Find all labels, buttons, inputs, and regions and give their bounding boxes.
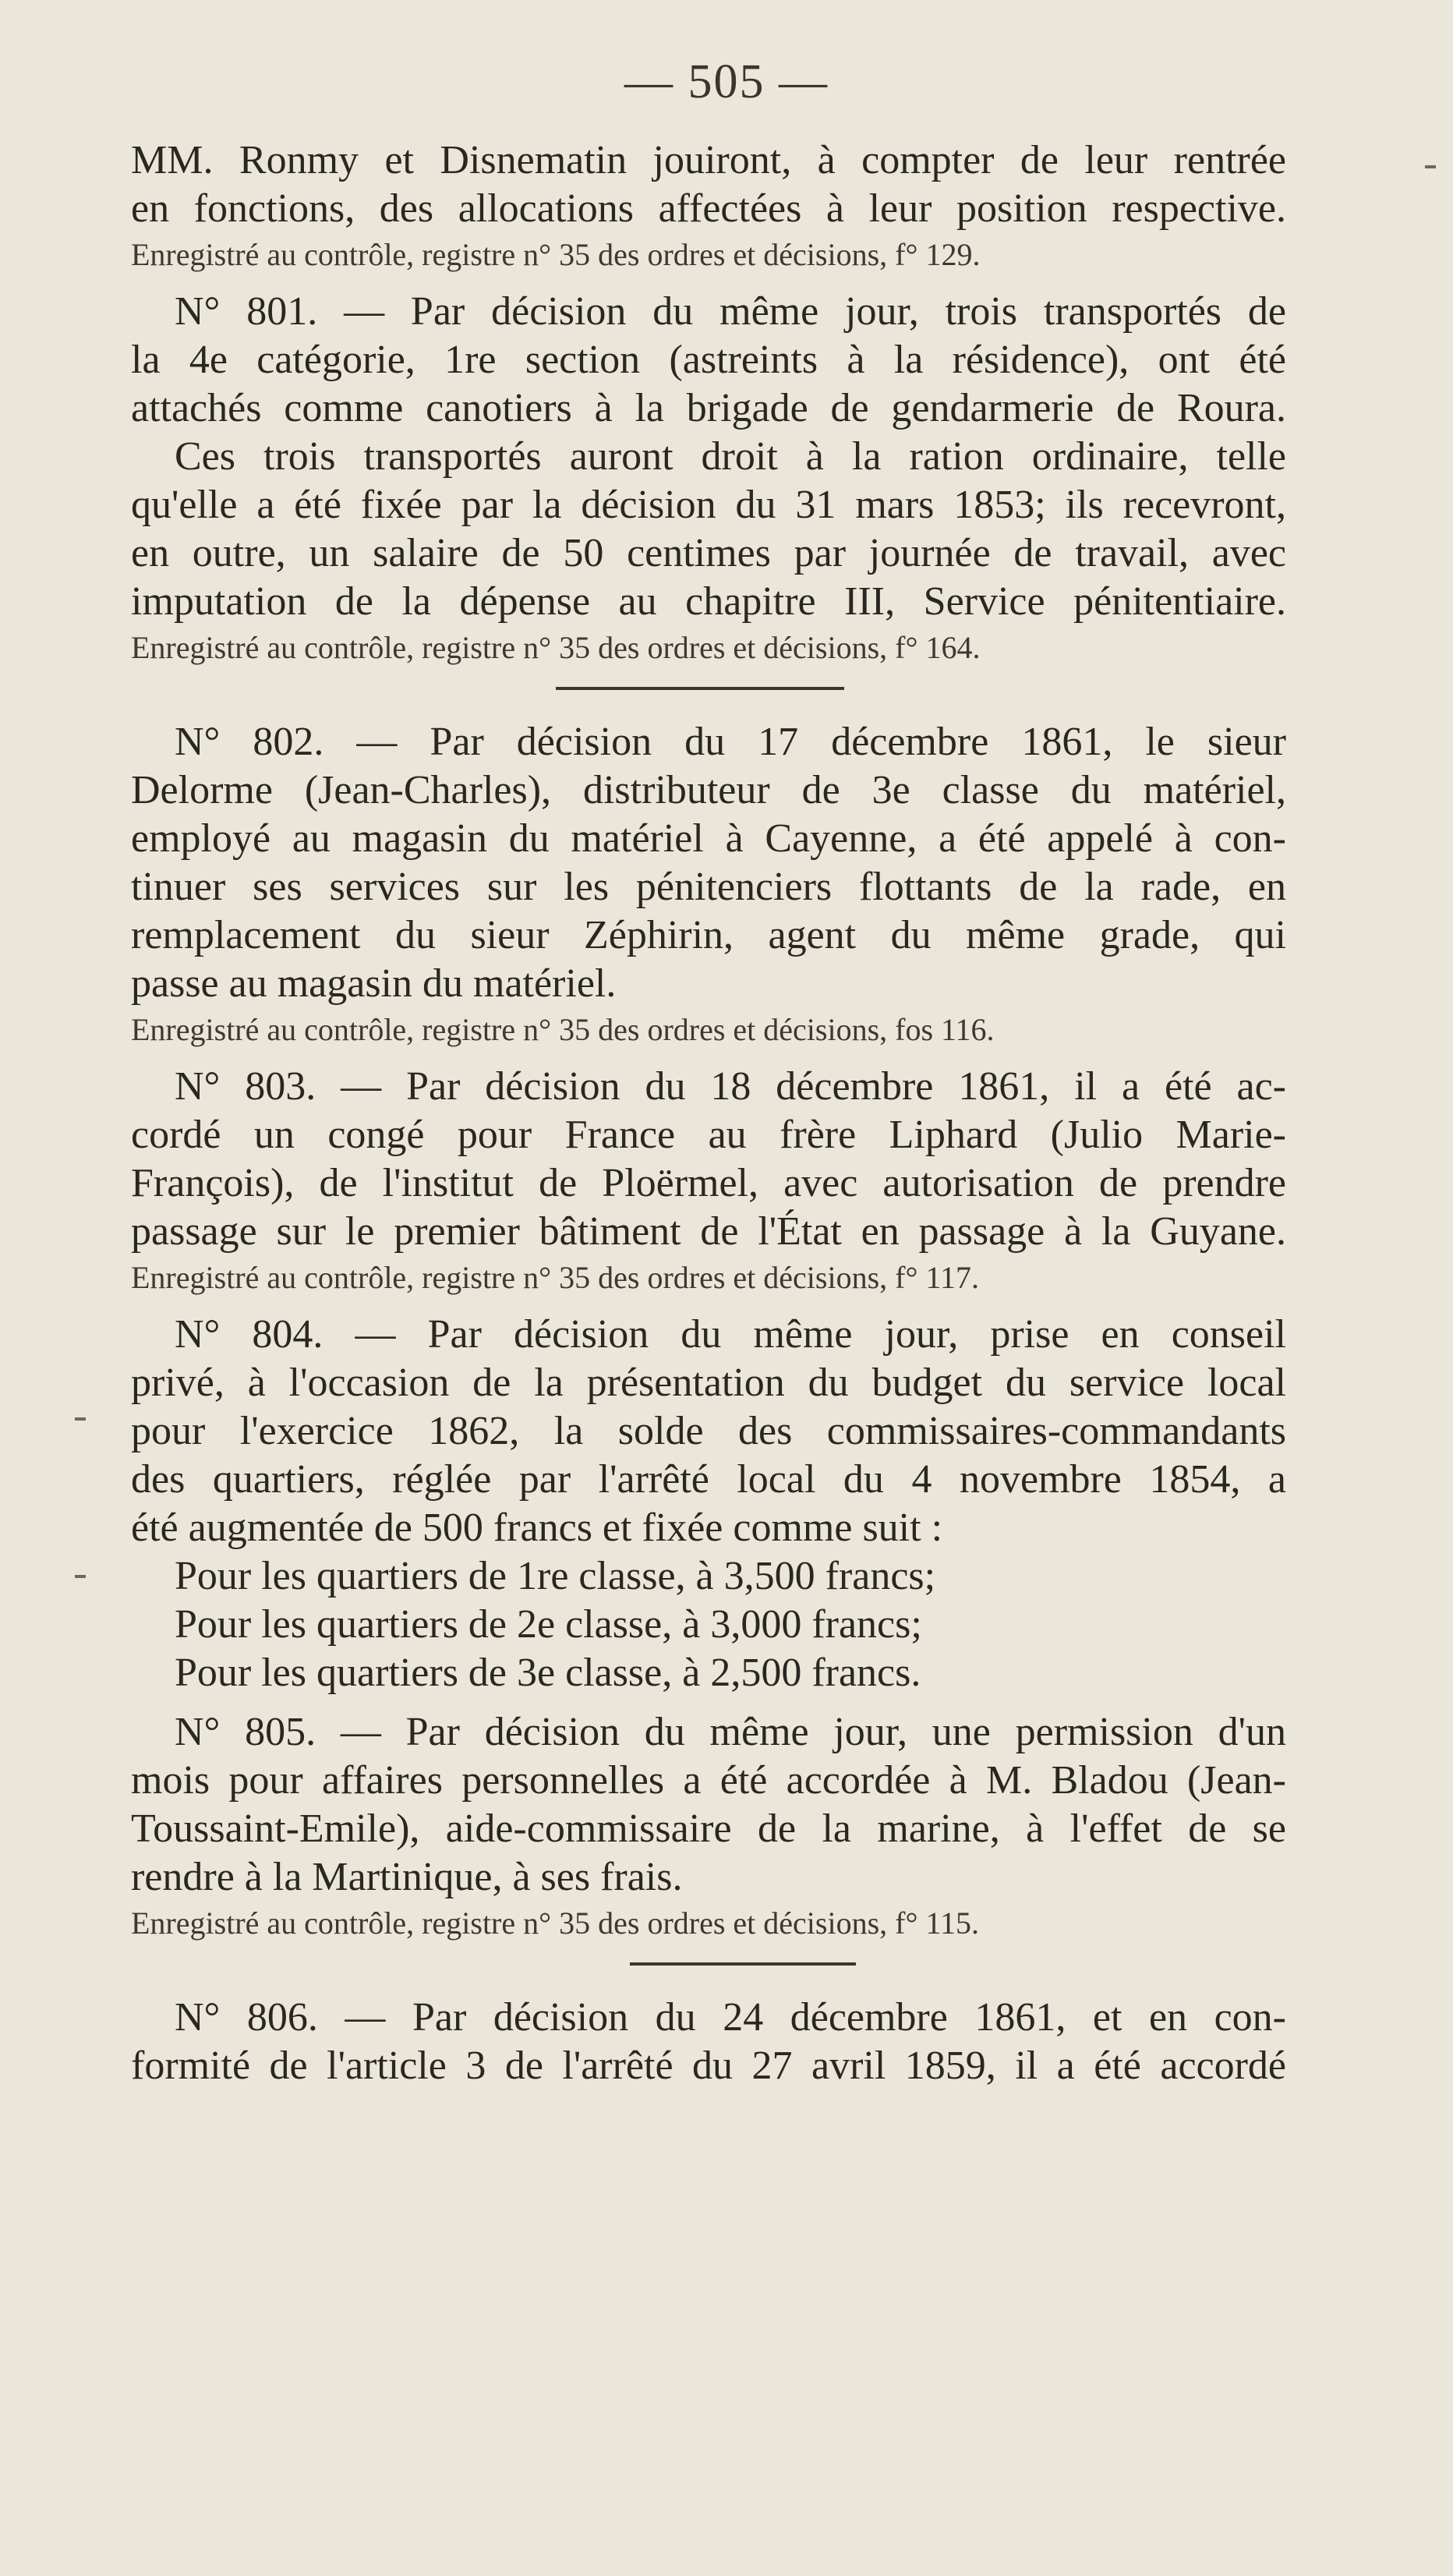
text-line: François), de l'institut de Ploërmel, avec autorisation de prendre [131,1161,1286,1205]
salary-item: Pour les quartiers de 2e classe, à 3,000 francs; [175,1602,922,1647]
text-line: remplacement du sieur Zéphirin, agent du même grade, qui [131,913,1286,957]
text-line: en fonctions, des allocations affectées à leur position respective. [131,186,1286,231]
text-line: MM. Ronmy et Disnematin jouiront, à compter de leur rentrée [131,138,1286,182]
text-line: Toussaint-Emile), aide-commissaire de la marine, à l'effet de se [131,1806,1286,1851]
registration-note: Enregistré au contrôle, registre n° 35 des ordres et décisions, f° 164. [131,630,981,665]
page-number: — 505 — [624,55,829,108]
entry-801-heading: N° 801. — Par décision du même jour, trois transportés de [175,289,1286,334]
entry-804-heading: N° 804. — Par décision du même jour, prise en conseil [175,1312,1286,1357]
entry-803-heading: N° 803. — Par décision du 18 décembre 1861, il a été ac- [175,1064,1286,1109]
salary-item: Pour les quartiers de 1re classe, à 3,500 francs; [175,1554,936,1598]
text-line: mois pour affaires personnelles a été accordée à M. Bladou (Jean- [131,1758,1286,1803]
margin-mark [1425,165,1436,168]
text-line: été augmentée de 500 francs et fixée comme suit : [131,1506,943,1550]
text-line: Ces trois transportés auront droit à la ration ordinaire, telle [175,434,1286,479]
text-line: des quartiers, réglée par l'arrêté local du 4 novembre 1854, a [131,1457,1286,1502]
registration-note: Enregistré au contrôle, registre n° 35 des ordres et décisions, f° 129. [131,237,981,272]
text-line: rendre à la Martinique, à ses frais. [131,1855,683,1899]
text-line: formité de l'article 3 de l'arrêté du 27 avril 1859, il a été accordé [131,2043,1286,2088]
text-line: qu'elle a été fixée par la décision du 31 mars 1853; ils recevront, [131,483,1286,527]
text-line: privé, à l'occasion de la présentation du budget du service local [131,1361,1286,1405]
salary-item: Pour les quartiers de 3e classe, à 2,500 francs. [175,1651,921,1695]
body-text [131,136,1286,2090]
text-line: tinuer ses services sur les pénitenciers flottants de la rade, en [131,865,1286,909]
margin-mark [75,1417,86,1421]
entry-802-heading: N° 802. — Par décision du 17 décembre 1861, le sieur [175,720,1286,764]
registration-note: Enregistré au contrôle, registre n° 35 des ordres et décisions, f° 117. [131,1260,979,1295]
text-line: passage sur le premier bâtiment de l'État en passage à la Guyane. [131,1209,1286,1254]
section-separator [556,687,844,690]
margin-mark [75,1575,86,1578]
entry-805-heading: N° 805. — Par décision du même jour, une permission d'un [175,1710,1286,1754]
text-line: en outre, un salaire de 50 centimes par journée de travail, avec [131,531,1286,575]
registration-note: Enregistré au contrôle, registre n° 35 des ordres et décisions, f° 115. [131,1905,979,1941]
text-line: attachés comme canotiers à la brigade de gendarmerie de Roura. [131,386,1286,430]
text-line: employé au magasin du matériel à Cayenne, a été appelé à con- [131,816,1286,861]
section-separator [630,1962,856,1966]
entry-806-heading: N° 806. — Par décision du 24 décembre 1861, et en con- [175,1995,1286,2040]
text-line: passe au magasin du matériel. [131,961,617,1006]
registration-note: Enregistré au contrôle, registre n° 35 des ordres et décisions, fos 116. [131,1012,995,1047]
text-line: cordé un congé pour France au frère Liphard (Julio Marie- [131,1113,1286,1157]
text-line: imputation de la dépense au chapitre III, Service pénitentiaire. [131,579,1286,624]
text-line: Delorme (Jean-Charles), distributeur de 3e classe du matériel, [131,768,1286,812]
text-line: la 4e catégorie, 1re section (astreints à la résidence), ont été [131,338,1286,382]
text-line: pour l'exercice 1862, la solde des commissaires-commandants [131,1409,1286,1453]
